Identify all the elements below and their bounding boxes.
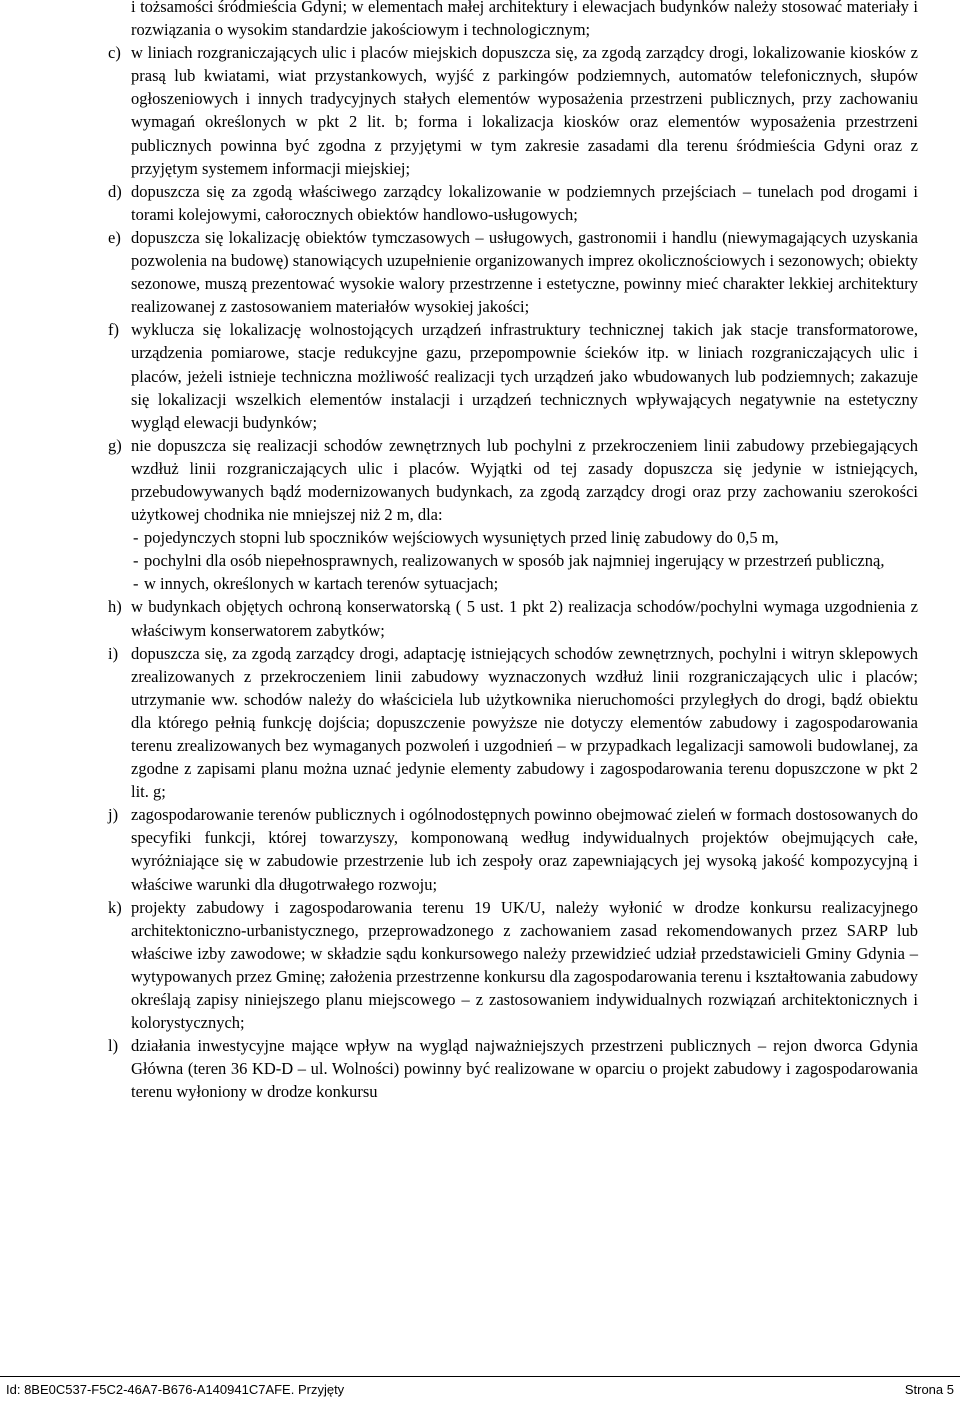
list-item-d	[108, 180, 918, 226]
document-body	[108, 0, 918, 1104]
dash-marker: -	[133, 528, 139, 548]
item-text: działania inwestycyjne mające wpływ na wygląd najważniejszych przestrzeni publicznych – rejon dworca Gdynia Główna (teren 36 KD-D – ul. Wolności) powinny być realizowane w oparciu o projekt zabudowy i zagospodarowania terenu wyłoniony w drodze konkursu	[131, 1036, 918, 1102]
page-footer	[6, 1381, 956, 1401]
dash-marker: -	[133, 574, 139, 594]
list-item-c	[108, 41, 918, 180]
page-number: Strona 5	[904, 1382, 954, 1397]
item-text: dopuszcza się za zgodą właściwego zarządcy lokalizowanie w podziemnych przejściach – tunelach pod drogami i torami kolejowymi, całorocznych obiektów handlowo-usługowych;	[131, 181, 918, 224]
item-label: i)	[108, 643, 119, 663]
list-item-h	[108, 595, 918, 641]
item-label: f)	[108, 320, 119, 340]
item-text: dopuszcza się lokalizację obiektów tymczasowych – usługowych, gastronomii i handlu (niewymagających uzyskania pozwolenia na budowę) stanowiących uzupełnienie organizowanych imprez okolicznościowych i sezonowych; obiekty sezonowe, muszą prezentować wysokie walory przestrzenne i estetyczne, powinny mieć charakter lekkiej architektury realizowanej z zastosowaniem materiałów wysokiej jakości;	[131, 227, 918, 317]
list-item-j	[108, 803, 918, 895]
document-id: Id: 8BE0C537-F5C2-46A7-B676-A140941C7AFE. Przyjęty	[6, 1382, 345, 1397]
list-item-l	[108, 1034, 918, 1103]
item-text: w liniach rozgraniczających ulic i placów miejskich dopuszcza się, za zgodą zarządcy drogi, lokalizowanie kiosków z prasą lub kwiatami, wiat przystankowych, wyjść z parkingów podziemnych, automatów telefonicznych, słupów ogłoszeniowych i innych tradycyjnych stałych elementów wyposażenia przestrzeni publicznych, przy zachowaniu wymagań określonych w pkt 2 lit. b; forma i lokalizacja kiosków oraz elementów wyposażenia przestrzeni publicznych powinna być zgodna z przyjętymi w tym zakresie zasadami dla terenu śródmieścia Gdyni oraz z przyjętym systemem informacji miejskiej;	[131, 43, 918, 178]
item-text: wyklucza się lokalizację wolnostojących urządzeń infrastruktury technicznej takich jak stacje transformatorowe, urządzenia pomiarowe, stacje redukcyjne gazu, przepompownie ścieków itp. w liniach rozgraniczających ulic i placów, jeżeli istnieje techniczna możliwość realizacji tych urządzeń jako wbudowanych lub podziemnych; zakazuje się lokalizacji wszelkich elementów instalacji i urządzeń technicznych wpływających negatywnie na estetyczny wygląd elewacji budynków;	[131, 320, 918, 432]
item-text: projekty zabudowy i zagospodarowania terenu 19 UK/U, należy wyłonić w drodze konkursu realizacyjnego architektoniczno-urbanistycznego, przeprowadzonego z zachowaniem zasad rekomendowanych przez SARP lub właściwe izby zawodowe; w składzie sądu konkursowego należy przewidzieć udział przedstawicieli Gminy Gdynia – wytypowanych przez Gminę; założenia przestrzenne konkursu dla zagospodarowania terenu i kształtowania zabudowy określają zapisy niniejszego planu miejscowego – z zastosowaniem indywidualnych rozwiązań architektonicznych i kolorystycznych;	[131, 897, 918, 1033]
item-label: e)	[108, 227, 121, 247]
dash-marker: -	[133, 551, 139, 571]
item-label: j)	[108, 805, 119, 825]
item-label: d)	[108, 181, 122, 201]
list-item-g	[108, 434, 918, 526]
item-text: nie dopuszcza się realizacji schodów zewnętrznych lub pochylni z przekroczeniem linii zabudowy przebiegających wzdłuż linii rozgraniczających ulic i placów. Wyjątki od tej zasady dopuszcza się jedynie w istniejących, przebudowywanych bądź modernizowanych budynkach, za zgodą zarządcy drogi oraz przy zachowaniu szerokości użytkowej chodnika nie mniejszej niż 2 m, dla:	[131, 435, 918, 525]
list-item-k	[108, 896, 918, 1035]
footer-divider	[0, 1376, 960, 1377]
item-text: dopuszcza się, za zgodą zarządcy drogi, adaptację istniejących schodów zewnętrznych, pochylni i witryn sklepowych zrealizowanych z przekroczeniem linii zabudowy wyznaczonych wzdłuż linii rozgraniczających ulic i placów; utrzymanie ww. schodów należy do właściciela lub użytkownika nieruchomości przyległych do drogi, bądź obiektu dla którego pełnią funkcję dojścia; dopuszczenie powyższe nie dotyczy elementów zabudowy i zagospodarowania terenu zrealizowanych bez wymaganych pozwoleń i uzgodnień – w przypadkach legalizacji samowoli budowlanej, za zgodne z zapisami planu można uznać jedynie elementy zabudowy i zagospodarowania terenu dopuszczone w pkt 2 lit. g;	[131, 643, 918, 802]
dash-text: w innych, określonych w kartach terenów sytuacjach;	[144, 574, 499, 594]
item-text: w budynkach objętych ochroną konserwatorską ( 5 ust. 1 pkt 2) realizacja schodów/pochylni wymaga uzgodnienia z właściwym konserwatorem zabytków;	[131, 597, 918, 640]
list-item-e	[108, 226, 918, 318]
item-label: g)	[108, 435, 122, 455]
item-label: k)	[108, 897, 122, 917]
list-item-f	[108, 318, 918, 433]
dash-item	[108, 549, 918, 572]
item-label: c)	[108, 43, 121, 63]
dash-item	[108, 572, 918, 595]
item-text: zagospodarowanie terenów publicznych i ogólnodostępnych powinno obejmować zieleń w formach dostosowanych do specyfiki funkcji, której towarzyszy, komponowaną według indywidualnych projektów obejmujących całe, wyróżniające się w zabudowie przestrzenie lub ich zespoły oraz zapewniających jej wysoką jakość kompozycyjną i właściwe warunki dla długotrwałego rozwoju;	[131, 805, 918, 894]
dash-item	[108, 526, 918, 549]
list-item-i	[108, 642, 918, 804]
item-label: l)	[108, 1036, 119, 1056]
item-label: h)	[108, 597, 122, 617]
dash-text: pochylni dla osób niepełnosprawnych, realizowanych w sposób jak najmniej ingerujący w przestrzeń publiczną,	[144, 551, 885, 571]
intro-paragraph: i tożsamości śródmieścia Gdyni; w elementach małej architektury i elewacjach budynków należy stosować materiały i rozwiązania o wysokim standardzie jakościowym i technologicznym;	[131, 0, 918, 40]
dash-text: pojedynczych stopni lub spoczników wejściowych wysuniętych przed linię zabudowy do 0,5 m,	[144, 528, 779, 548]
